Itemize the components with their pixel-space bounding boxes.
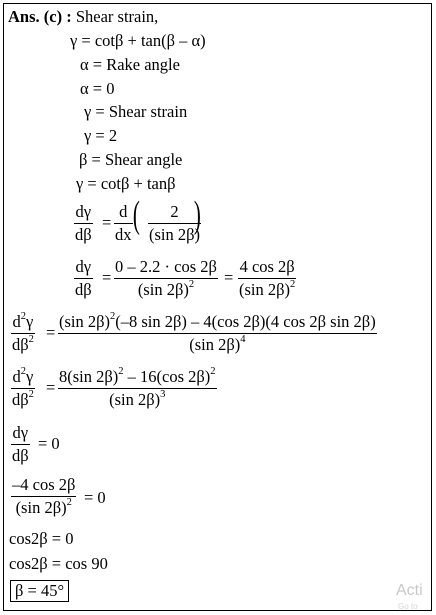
eq2-m-den: (sin 2β)$^2$ [137, 278, 195, 299]
eq1-op-num: d [119, 202, 128, 221]
eq1-in-den: (sin 2β) [149, 224, 201, 244]
eq1-lhs-num: dγ [75, 202, 92, 221]
gamma-definition: γ = cotβ + tan(β – α) [70, 31, 206, 50]
eq1-operator-fraction [114, 204, 133, 243]
eq1-lhs-fraction [74, 204, 93, 243]
eq5-lhs-den: dβ [12, 445, 29, 465]
eq4-rhs-fraction [58, 366, 217, 409]
eq3-rhs-fraction [58, 311, 377, 354]
eq1-op-den: dx [115, 224, 132, 244]
eq2-lhs-num: dγ [75, 257, 92, 276]
eq6-num: –4 cos 2β [12, 475, 76, 494]
result-box: β = 45° [10, 580, 69, 602]
eq8: cos2β = cos 90 [9, 554, 108, 573]
eq2-equals-1: = [102, 268, 112, 287]
eq3-equals: = [46, 323, 56, 342]
eq3-lhs-den: $d\beta^2$ [12, 333, 34, 354]
activation-watermark-sub: Go to [398, 602, 418, 611]
answer-frame [3, 3, 432, 611]
eq2-lhs-fraction [74, 259, 93, 298]
eq2-r-num: 4 cos 2β [239, 257, 295, 276]
eq4-lhs-den: $d\beta^2$ [12, 388, 34, 409]
eq2-right-fraction [238, 259, 296, 298]
gamma-value: γ = 2 [84, 126, 118, 145]
eq3-lhs-num: $d^2\gamma$ [12, 311, 34, 331]
beta-definition: β = Shear angle [79, 150, 183, 169]
answer-text: Shear strain, [75, 7, 159, 26]
eq2-lhs-den: dβ [75, 279, 92, 299]
eq5-rhs: = 0 [38, 434, 60, 453]
answer-label: Ans. (c) : [8, 7, 72, 26]
eq4-num: 8(sin 2β)$^2$ – 16(cos 2β)$^2$ [59, 366, 216, 386]
eq5-lhs-fraction [11, 425, 30, 464]
eq2-middle-fraction [114, 259, 218, 298]
eq2-equals-2: = [224, 268, 234, 287]
eq6-den: (sin 2β)$^2$ [15, 496, 72, 517]
eq3-lhs-fraction [11, 311, 35, 354]
eq4-den: (sin 2β)$^3$ [109, 388, 166, 409]
eq6-rhs: = 0 [84, 488, 106, 507]
eq4-equals: = [46, 378, 56, 397]
eq4-lhs-num: $d^2\gamma$ [12, 366, 34, 386]
alpha-definition: α = Rake angle [80, 55, 180, 74]
eq1-equals: = [102, 213, 112, 232]
eq7: cos2β = 0 [9, 529, 74, 548]
eq3-num: (sin 2β)$^2$(–8 sin 2β) – 4(cos 2β)(4 cos 2β sin 2β) [59, 311, 376, 331]
eq1-in-num: 2 [170, 202, 179, 221]
eq3-den: (sin 2β)$^4$ [189, 333, 246, 354]
eq4-lhs-fraction [11, 366, 35, 409]
alpha-value: α = 0 [80, 79, 115, 98]
activation-watermark: Acti [396, 582, 423, 599]
eq2-m-num: 0 – 2.2 · cos 2β [115, 257, 217, 276]
eq1-left-paren: ( [132, 194, 140, 236]
answer-header [8, 9, 158, 26]
eq2-r-den: (sin 2β)$^2$ [239, 278, 296, 299]
eq1-lhs-den: dβ [75, 224, 92, 244]
gamma-simplified: γ = cotβ + tanβ [76, 174, 176, 193]
gamma-name: γ = Shear strain [84, 102, 188, 121]
eq6-fraction [11, 477, 76, 516]
eq1-right-paren: ) [193, 194, 201, 236]
eq5-lhs-num: dγ [12, 423, 29, 442]
